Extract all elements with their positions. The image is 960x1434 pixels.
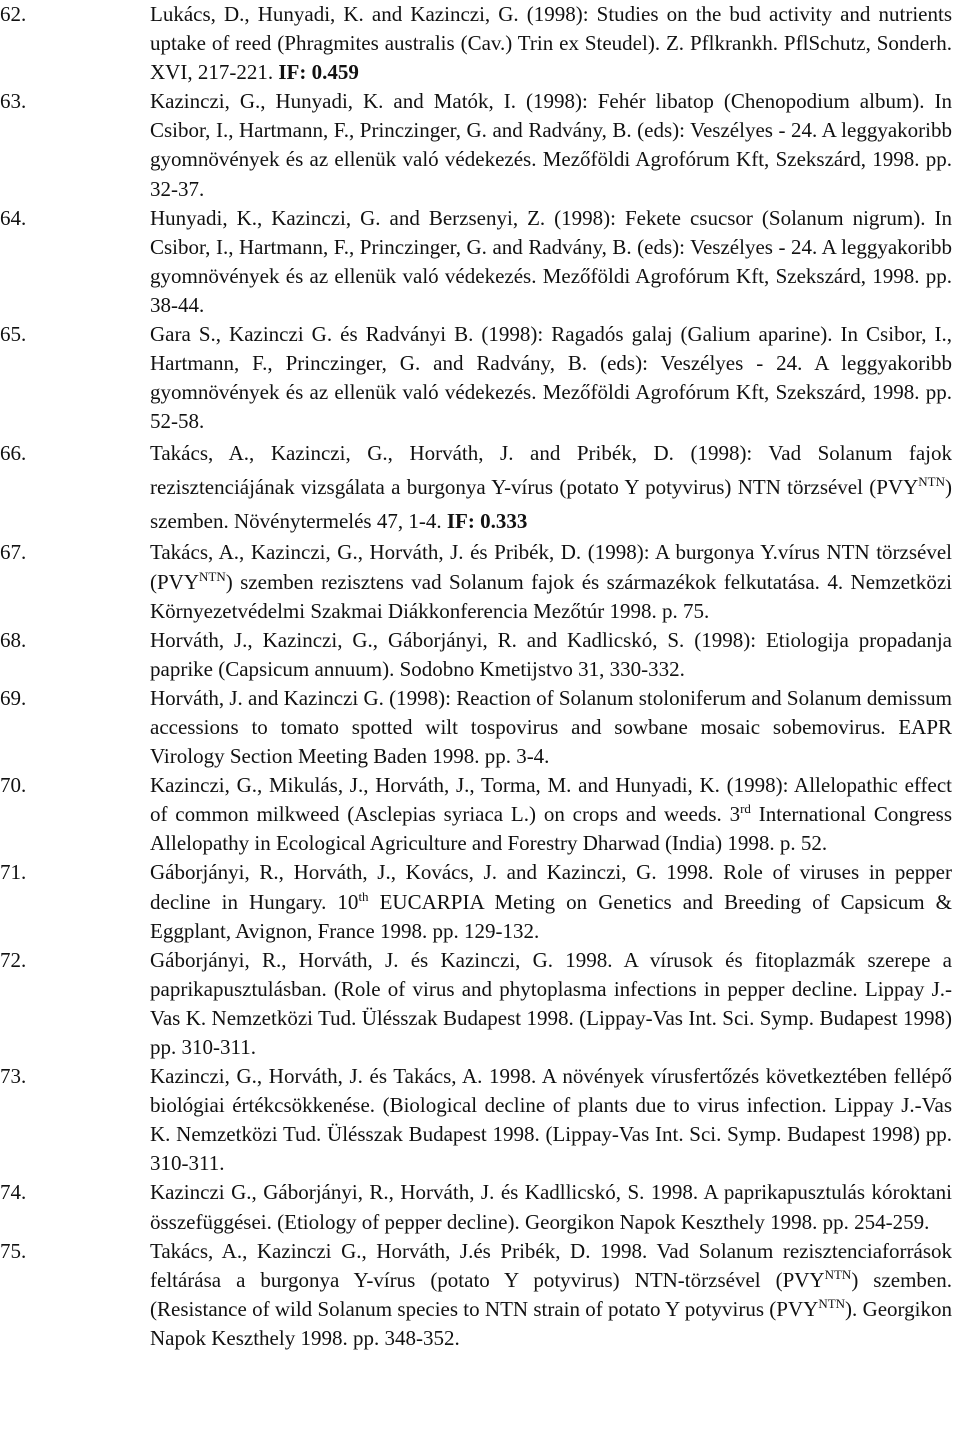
reference-text [150,946,952,1062]
reference-text-segment: Horváth, J. and Kazinczi G. (1998): Reaction of Solanum stoloniferum and Solanum demissum accessions to tomato spotted wilt tospovirus and sowbane mosaic sobemovirus. EAPR Virology Section Meeting Baden 1998. pp. 3-4. [150,685,952,769]
reference-text [150,0,952,87]
reference-text-segment: Kazinczi, G., Hunyadi, K. and Matók, I. (1998): Fehér libatop (Chenopodium album). In Csibor, I., Hartmann, F., Princzinger, G. and Radvány, B. (eds): Veszélyes - 24. A leggyakoribb gyomnövények és az ellenük való védekezés. Mezőföldi Agrofórum Kft, Szekszárd, 1998. pp. 32-37. [150,89,952,201]
reference-number: 72. [0,947,27,972]
reference-text-segment: Kazinczi, G., Mikulás, J., Horváth, J., Torma, M. and Hunyadi, K. (1998): Allelopathic effect of common milkweed (Asclepias syriaca L.) on crops and weeds. 3 [150,773,952,827]
reference-text-segment: Horváth, J., Kazinczi, G., Gáborjányi, R. and Kadlicskó, S. (1998): Etiologija propadanja paprike (Capsicum annuum). Sodobno Kmetijstvo 31, 330-332. [150,627,952,681]
reference-number: 73. [0,1064,27,1089]
reference-text-segment: Gara S., Kazinczi G. és Radványi B. (1998): Ragadós galaj (Galium aparine). In Csibor, I., Hartmann, F., Princzinger, G. and Radvány, B. (eds): Veszélyes - 24. A leggyakoribb gyomnövények és az ellenük való védekezés. Mezőföldi Agrofórum Kft, Szekszárd, 1998. pp. 52-58. [150,322,952,434]
reference-text-segment: Lukács, D., Hunyadi, K. and Kazinczi, G. (1998): Studies on the bud activity and nutrients uptake of reed (Phragmites australis (Cav.) Trin ex Steudel). Z. Pflkrankh. PflSchutz, Sonderh. XVI, 217-221. [150,2,952,85]
reference-text [150,684,952,771]
reference-entry [0,684,952,771]
reference-number: 62. [0,2,27,26]
reference-entry [0,436,952,538]
reference-entry [0,538,952,625]
reference-text [150,626,952,684]
reference-entry [0,858,952,945]
reference-text [150,538,952,625]
superscript-text: rd [740,801,751,817]
reference-entry [0,320,952,436]
reference-text-segment: ) szemben. (Resistance of wild Solanum species to NTN strain of potato Y potyvirus (PVY [150,1267,952,1321]
reference-entry [0,0,952,87]
reference-entry [0,87,952,203]
reference-text-segment: Hunyadi, K., Kazinczi, G. and Berzsenyi, Z. (1998): Fekete csucsor (Solanum nigrum). In Csibor, I., Hartmann, F., Princzinger, G. and Radvány, B. (eds): Veszélyes - 24. A leggyakoribb gyomnövények és az ellenük való védekezés. Mezőföldi Agrofórum Kft, Szekszárd, 1998. pp. 38-44. [150,205,952,317]
reference-text [150,1062,952,1178]
reference-text [150,204,952,320]
reference-number: 66. [0,441,27,466]
reference-entry [0,1178,952,1236]
reference-number: 69. [0,685,27,710]
reference-entry [0,1062,952,1178]
reference-text [150,436,952,538]
impact-factor: IF: 0.459 [278,60,359,85]
reference-text [150,858,952,945]
reference-entry [0,1237,952,1353]
superscript-text: NTN [199,568,226,584]
reference-text [150,87,952,203]
reference-text-segment: Kazinczi, G., Horváth, J. és Takács, A. 1998. A növények vírusfertőzés következtében fellépő biológiai értékcsökkenése. (Biological decline of plants due to virus infection. Lippay J.-Vas K. Nemzetközi Tud. Ülésszak Budapest 1998. (Lippay-Vas Int. Sci. Symp. Budapest 1998) pp. 310-311. [150,1064,952,1176]
reference-number: 68. [0,627,27,652]
reference-text-segment: ) szemben rezisztens vad Solanum fajok és származékok felkutatása. 4. Nemzetközi Környezetvédelmi Szakmai Diákkonferencia Mezőtúr 1998. p. 75. [150,569,952,623]
reference-number: 65. [0,322,27,347]
reference-entry [0,204,952,320]
reference-text-segment: EUCARPIA Meting on Genetics and Breeding of Capsicum & Eggplant, Avignon, France 1998. pp. 129-132. [150,889,952,943]
superscript-text: th [358,888,369,904]
reference-text-segment: Gáborjányi, R., Horváth, J., Kovács, J. and Kazinczi, G. 1998. Role of viruses in pepper decline in Hungary. 10 [150,860,952,914]
reference-text [150,320,952,436]
reference-text-segment: ). Georgikon Napok Keszthely 1998. pp. 348-352. [150,1296,952,1350]
reference-text-segment: ) szemben. Növénytermelés 47, 1-4. [150,475,952,534]
reference-entry [0,946,952,1062]
superscript-text: NTN [824,1266,852,1282]
reference-text-segment: Kazinczi G., Gáborjányi, R., Horváth, J. és Kadllicskó, S. 1998. A paprikapusztulás kóroktani összefüggései. (Etiology of pepper decline). Georgikon Napok Keszthely 1998. pp. 254-259. [150,1180,952,1234]
reference-number: 67. [0,540,27,565]
reference-number: 64. [0,205,27,230]
reference-text [150,1178,952,1236]
reference-number: 70. [0,773,27,798]
reference-text-segment: Gáborjányi, R., Horváth, J. és Kazinczi, G. 1998. A vírusok és fitoplazmák szerepe a paprikapusztulásban. (Role of virus and phytoplasma infections in pepper decline. Lippay J.-Vas K. Nemzetközi Tud. Ülésszak Budapest 1998. (Lippay-Vas Int. Sci. Symp. Budapest 1998) pp. 310-311. [150,947,952,1059]
reference-number: 71. [0,860,27,885]
reference-text [150,1237,952,1353]
reference-text-segment: Takács, A., Kazinczi G., Horváth, J.és Pribék, D. 1998. Vad Solanum rezisztenciaforrások feltárása a burgonya Y-vírus (potato Y potyvirus) NTN-törzsével (PVY [150,1238,952,1292]
reference-number: 74. [0,1180,27,1205]
reference-entry [0,771,952,858]
reference-number: 63. [0,89,27,114]
reference-text-segment: Takács, A., Kazinczi, G., Horváth, J. és Pribék, D. (1998): A burgonya Y.vírus NTN törzsével (PVY [150,540,952,594]
reference-number: 75. [0,1238,27,1263]
reference-text [150,771,952,858]
reference-entry [0,626,952,684]
reference-text-segment: Takács, A., Kazinczi, G., Horváth, J. and Pribék, D. (1998): Vad Solanum fajok rezisztenciájának vizsgálata a burgonya Y-vírus (potato Y potyvirus) NTN törzsével (PVY [150,441,952,500]
superscript-text: NTN [918,474,945,490]
impact-factor: IF: 0.333 [446,509,528,534]
superscript-text: NTN [818,1295,846,1311]
reference-text-segment: International Congress Allelopathy in Ecological Agriculture and Forestry Dharwad (India) 1998. p. 52. [150,802,953,856]
